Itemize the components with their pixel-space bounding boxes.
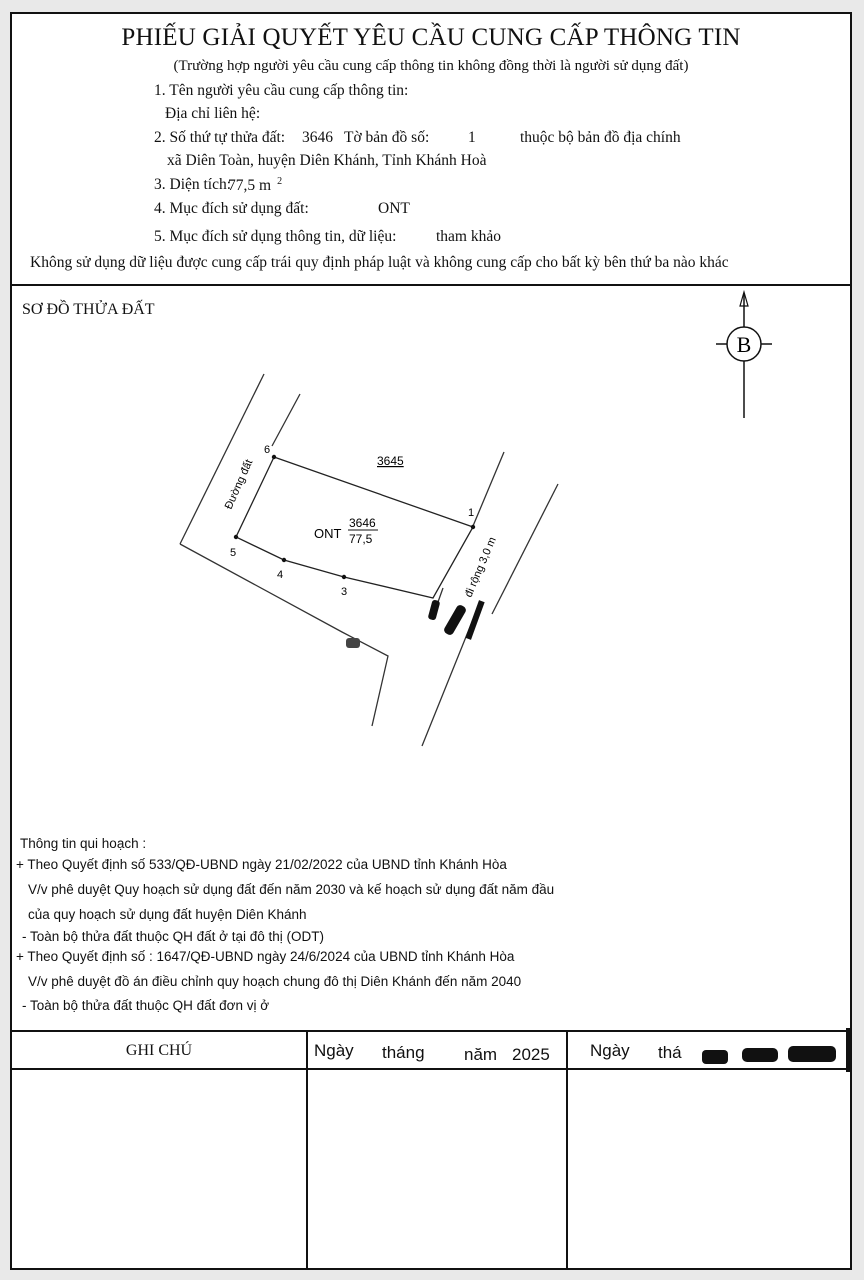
planning-line-3: của quy hoạch sử dụng đất huyện Diên Khánh: [28, 907, 307, 922]
document-title: PHIẾU GIẢI QUYẾT YÊU CẦU CUNG CẤP THÔNG TIN: [121, 24, 741, 51]
date2-redaction-3: [788, 1046, 836, 1062]
date2-month: thá: [658, 1043, 682, 1062]
vertex-5: [234, 535, 238, 539]
left-road-edge-outer: [180, 374, 264, 544]
vertex-label-1: 1: [468, 507, 475, 519]
parcel-location: xã Diên Toàn, huyện Diên Khánh, Tỉnh Khánh Hoà: [167, 152, 487, 169]
area-value: 77,5 m $^2$: [228, 176, 283, 195]
map-sheet-label: Tờ bản đồ số:: [344, 129, 430, 146]
vertex-label-6: 6: [264, 444, 271, 456]
date2-redaction-2: [742, 1048, 778, 1062]
disclaimer-text: Không sử dụng dữ liệu được cung cấp trái quy định pháp luật và không cung cấp cho bất kỳ bên thứ ba nào khác: [30, 254, 729, 271]
north-label: B: [736, 332, 752, 357]
vertex-4: [282, 558, 286, 562]
contact-address-label: Địa chỉ liên hệ:: [165, 105, 261, 122]
road-right-label: đi rộng 3,0 m: [462, 535, 499, 600]
table-top-border: [12, 1030, 850, 1032]
planning-line-7: - Toàn bộ thửa đất thuộc QH đất đơn vị ở: [22, 998, 270, 1013]
document-subtitle: (Trường hợp người yêu cầu cung cấp thông tin không đồng thời là người sử dụng đất): [173, 58, 689, 74]
vertex-label-5: 5: [230, 547, 237, 559]
cadastral-label: thuộc bộ bản đồ địa chính: [520, 129, 681, 146]
data-use-label: 5. Mục đích sử dụng thông tin, dữ liệu:: [154, 228, 397, 245]
parcel-area: 77,5: [349, 532, 373, 546]
right-road-edge-outer: [492, 484, 558, 614]
date1-month: tháng: [382, 1043, 425, 1062]
land-use-label: 4. Mục đích sử dụng đất:: [154, 200, 309, 217]
planning-line-2: V/v phê duyệt Quy hoạch sử dụng đất đến năm 2030 và kế hoạch sử dụng đất năm đầu: [28, 882, 555, 897]
document-sheet: [10, 12, 852, 1270]
table-header-border: [12, 1068, 850, 1070]
diagram-heading: SƠ ĐỒ THỬA ĐẤT: [22, 301, 155, 318]
table-col-divider-1: [306, 1030, 308, 1268]
table-col-divider-2: [566, 1030, 568, 1268]
vertex-3: [342, 575, 346, 579]
date1-year: 2025: [512, 1045, 550, 1064]
vertex-label-4: 4: [277, 569, 284, 581]
road-left-label: Đường đất: [222, 457, 256, 512]
date2-redaction-1: [702, 1050, 728, 1064]
vertex-1: [471, 525, 475, 529]
date1-year-label: năm: [464, 1045, 498, 1064]
planning-line-6: V/v phê duyệt đồ án điều chỉnh quy hoạch chung đô thị Diên Khánh đến năm 2040: [28, 974, 522, 989]
planning-line-5: + Theo Quyết định số : 1647/QĐ-UBND ngày 24/6/2024 của UBND tỉnh Khánh Hòa: [16, 949, 515, 964]
date1-day: Ngày: [314, 1041, 354, 1060]
neighbor-parcel-number: 3645: [377, 454, 404, 468]
data-use-value: tham khảo: [436, 228, 501, 245]
planning-line-4: - Toàn bộ thửa đất thuộc QH đất ở tại đô thị (ODT): [22, 929, 325, 944]
parcel-no-value: 3646: [302, 129, 333, 146]
date2-day: Ngày: [590, 1041, 630, 1060]
right-road-edge-inner: [473, 452, 504, 526]
area-label: 3. Diện tích:: [154, 176, 232, 193]
lower-road-edge: [180, 544, 388, 726]
left-road-edge-inner: [272, 394, 300, 446]
date2-redaction-edge: [846, 1028, 852, 1072]
map-sheet-value: 1: [468, 129, 476, 146]
vertex-label-3: 3: [341, 586, 348, 598]
vertex-6: [272, 455, 276, 459]
land-use-value: ONT: [378, 200, 410, 217]
parcel-no-label: 2. Số thứ tự thửa đất:: [154, 129, 286, 146]
parcel-diagram: [12, 286, 850, 826]
note-label: GHI CHÚ: [125, 1042, 193, 1059]
parcel-number: 3646: [349, 516, 376, 530]
planning-line-1: + Theo Quyết định số 533/QĐ-UBND ngày 21/02/2022 của UBND tỉnh Khánh Hòa: [16, 857, 507, 872]
planning-heading: Thông tin qui hoạch :: [20, 836, 147, 851]
requester-name-label: 1. Tên người yêu cầu cung cấp thông tin:: [154, 82, 409, 99]
parcel-land-type: ONT: [314, 526, 342, 541]
